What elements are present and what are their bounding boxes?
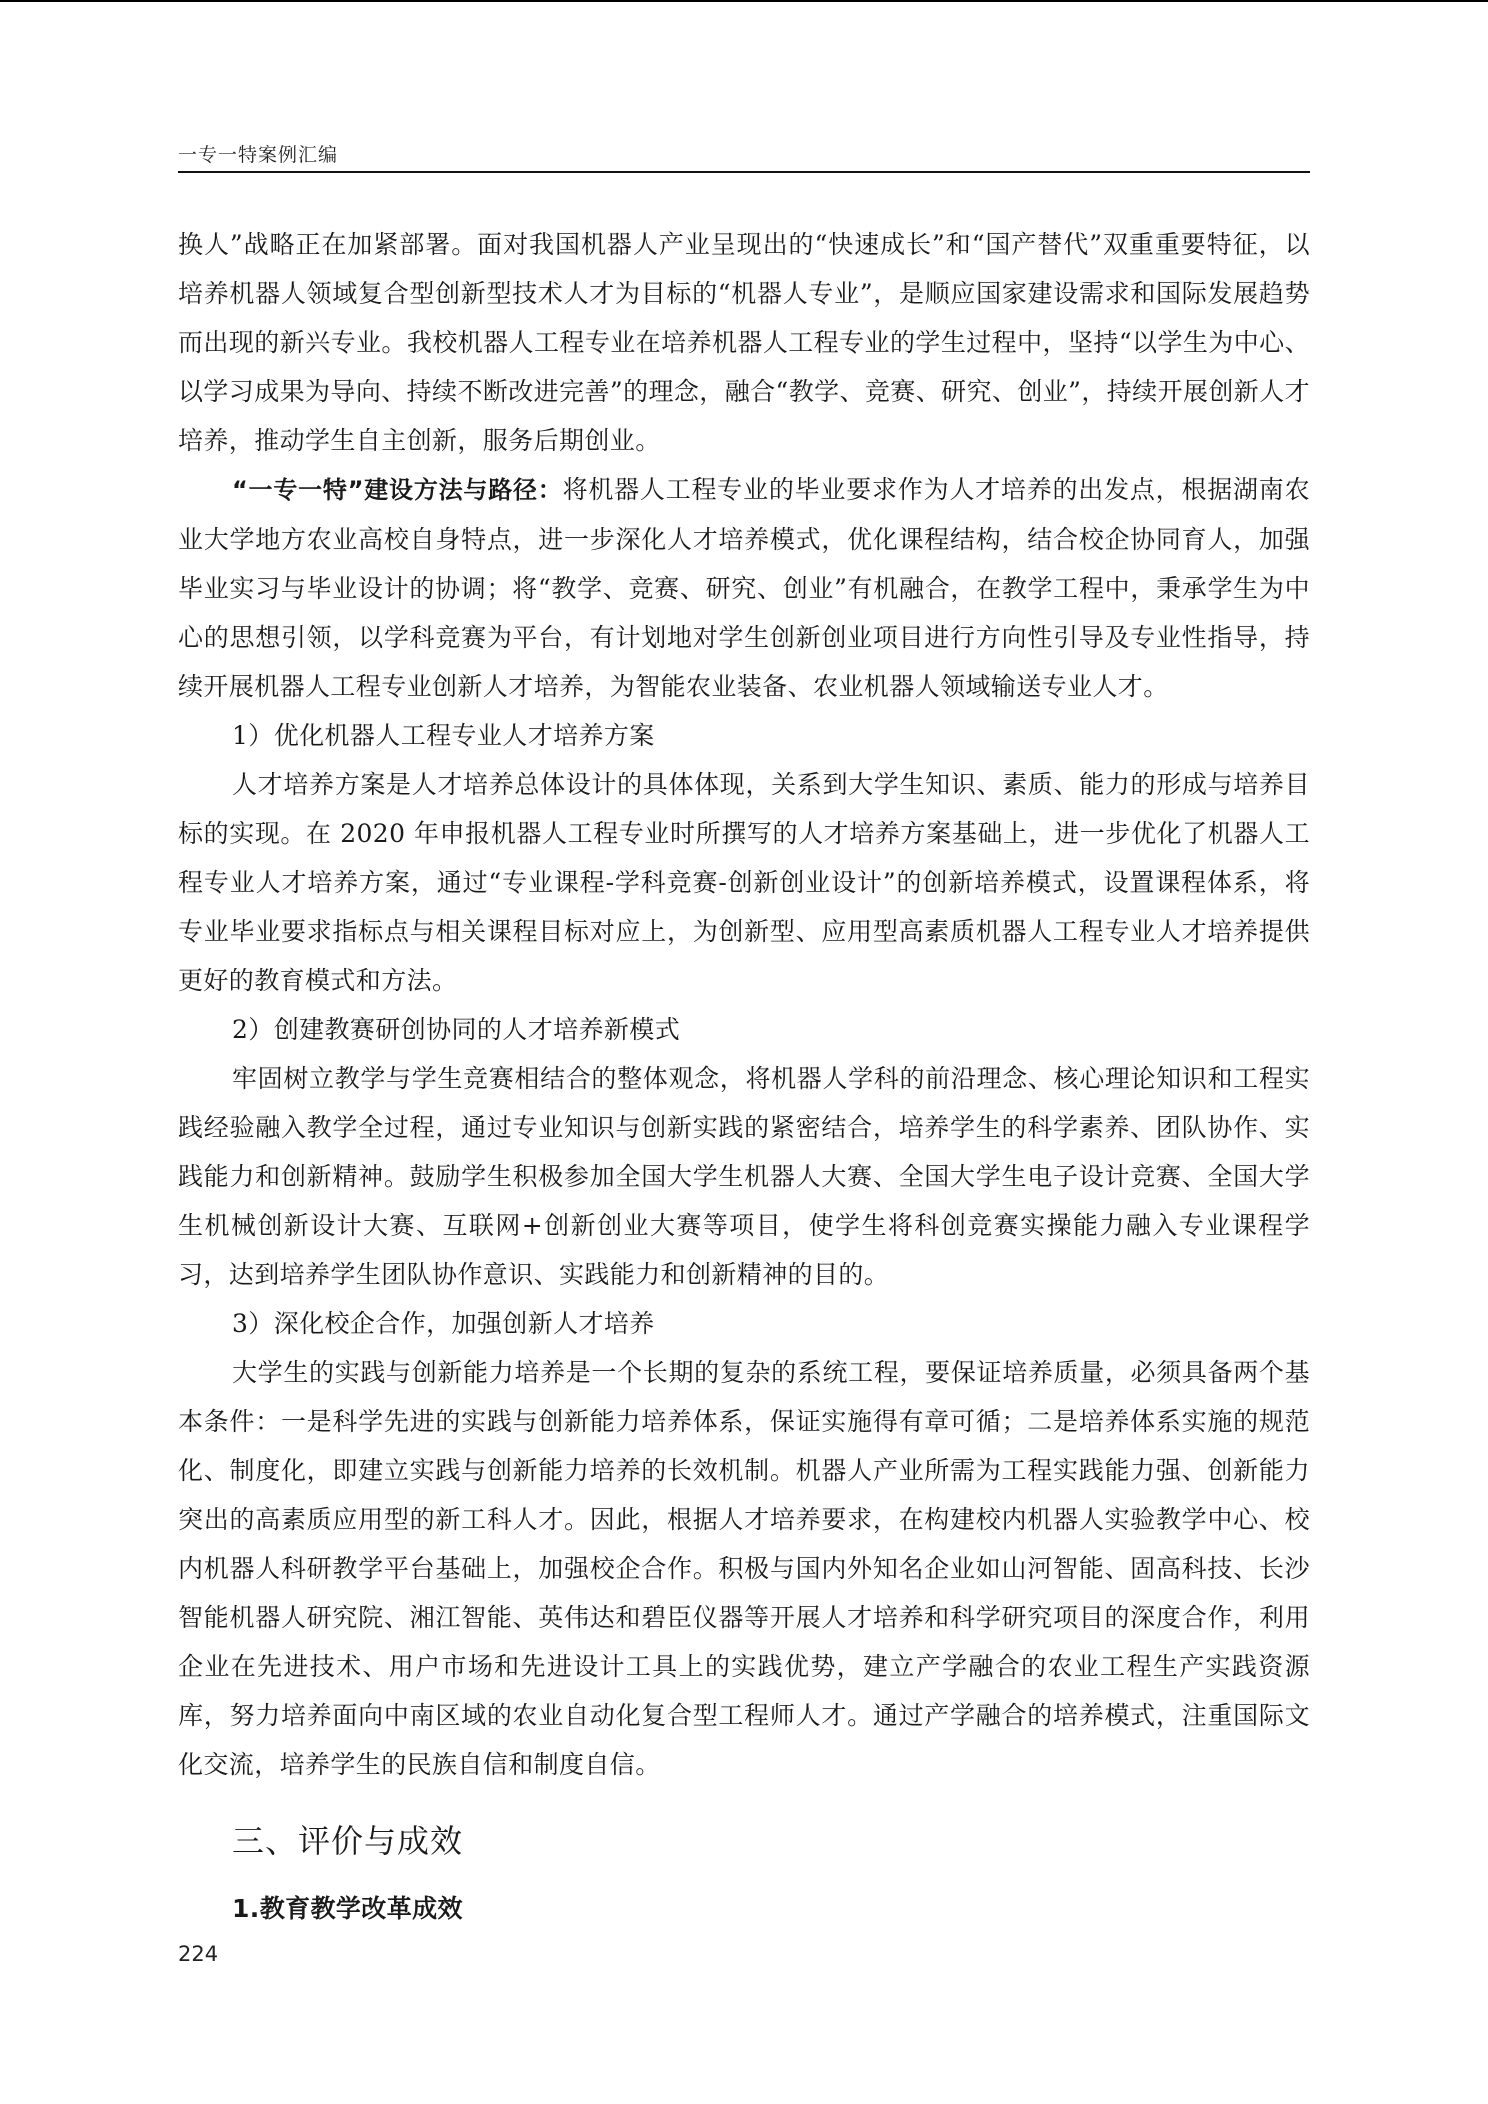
paragraph-5: 大学生的实践与创新能力培养是一个长期的复杂的系统工程，要保证培养质量，必须具备两个基本条件：一是科学先进的实践与创新能力培养体系，保证实施得有章可循；二是培养体系实施的规范化、制度化，即建立实践与创新能力培养的长效机制。机器人产业所需为工程实践能力强、创新能力突出的高素质应用型的新工科人才。因此，根据人才培养要求，在构建校内机器人实验教学中心、校内机器人科研教学平台基础上，加强校企合作。积极与国内外知名企业如山河智能、固高科技、长沙智能机器人研究院、湘江智能、英伟达和碧臣仪器等开展人才培养和科学研究项目的深度合作，利用企业在先进技术、用户市场和先进设计工具上的实践优势，建立产学融合的农业工程生产实践资源库，努力培养面向中南区域的农业自动化复合型工程师人才。通过产学融合的培养模式，注重国际文化交流，培养学生的民族自信和制度自信。 — [178, 1358, 1310, 1779]
paragraph-2-lead: “一专一特”建设方法与路径： — [232, 476, 563, 504]
page-number: 224 — [178, 1942, 219, 1966]
running-header: 一专一特案例汇编 — [178, 144, 339, 166]
header-rule — [178, 171, 1310, 173]
heading-3: 3）深化校企合作，加强创新人才培养 — [232, 1309, 655, 1338]
paragraph-2 — [178, 465, 1310, 711]
section-title: 三、评价与成效 — [232, 1822, 464, 1860]
heading-2: 2）创建教赛研创协同的人才培养新模式 — [232, 1015, 681, 1044]
paragraph-2-body: 将机器人工程专业的毕业要求作为人才培养的出发点，根据湖南农业大学地方农业高校自身特点，进一步深化人才培养模式，优化课程结构，结合校企协同育人，加强毕业实习与毕业设计的协调；将“教学、竞赛、研究、创业”有机融合，在教学工程中，秉承学生为中心的思想引领，以学科竞赛为平台，有计划地对学生创新创业项目进行方向性引导及专业性指导，持续开展机器人工程专业创新人才培养，为智能农业装备、农业机器人领域输送专业人才。 — [178, 475, 1310, 701]
body-text — [178, 220, 1310, 1937]
subsection-title: 1.教育教学改革成效 — [232, 1894, 463, 1923]
top-border — [0, 0, 1488, 2]
paragraph-1: 换人”战略正在加紧部署。面对我国机器人产业呈现出的“快速成长”和“国产替代”双重重要特征，以培养机器人领域复合型创新型技术人才为目标的“机器人专业”，是顺应国家建设需求和国际发展趋势而出现的新兴专业。我校机器人工程专业在培养机器人工程专业的学生过程中，坚持“以学生为中心、以学习成果为导向、持续不断改进完善”的理念，融合“教学、竞赛、研究、创业”，持续开展创新人才培养，推动学生自主创新，服务后期创业。 — [178, 230, 1310, 455]
paragraph-4: 牢固树立教学与学生竞赛相结合的整体观念，将机器人学科的前沿理念、核心理论知识和工程实践经验融入教学全过程，通过专业知识与创新实践的紧密结合，培养学生的科学素养、团队协作、实践能力和创新精神。鼓励学生积极参加全国大学生机器人大赛、全国大学生电子设计竞赛、全国大学生机械创新设计大赛、互联网+创新创业大赛等项目，使学生将科创竞赛实操能力融入专业课程学习，达到培养学生团队协作意识、实践能力和创新精神的目的。 — [178, 1064, 1310, 1289]
heading-1: 1）优化机器人工程专业人才培养方案 — [232, 721, 655, 750]
paragraph-3: 人才培养方案是人才培养总体设计的具体体现，关系到大学生知识、素质、能力的形成与培养目标的实现。在 2020 年申报机器人工程专业时所撰写的人才培养方案基础上，进一步优化了机器人工程专业人才培养方案，通过“专业课程-学科竞赛-创新创业设计”的创新培养模式，设置课程体系，将专业毕业要求指标点与相关课程目标对应上，为创新型、应用型高素质机器人工程专业人才培养提供更好的教育模式和方法。 — [178, 770, 1310, 995]
